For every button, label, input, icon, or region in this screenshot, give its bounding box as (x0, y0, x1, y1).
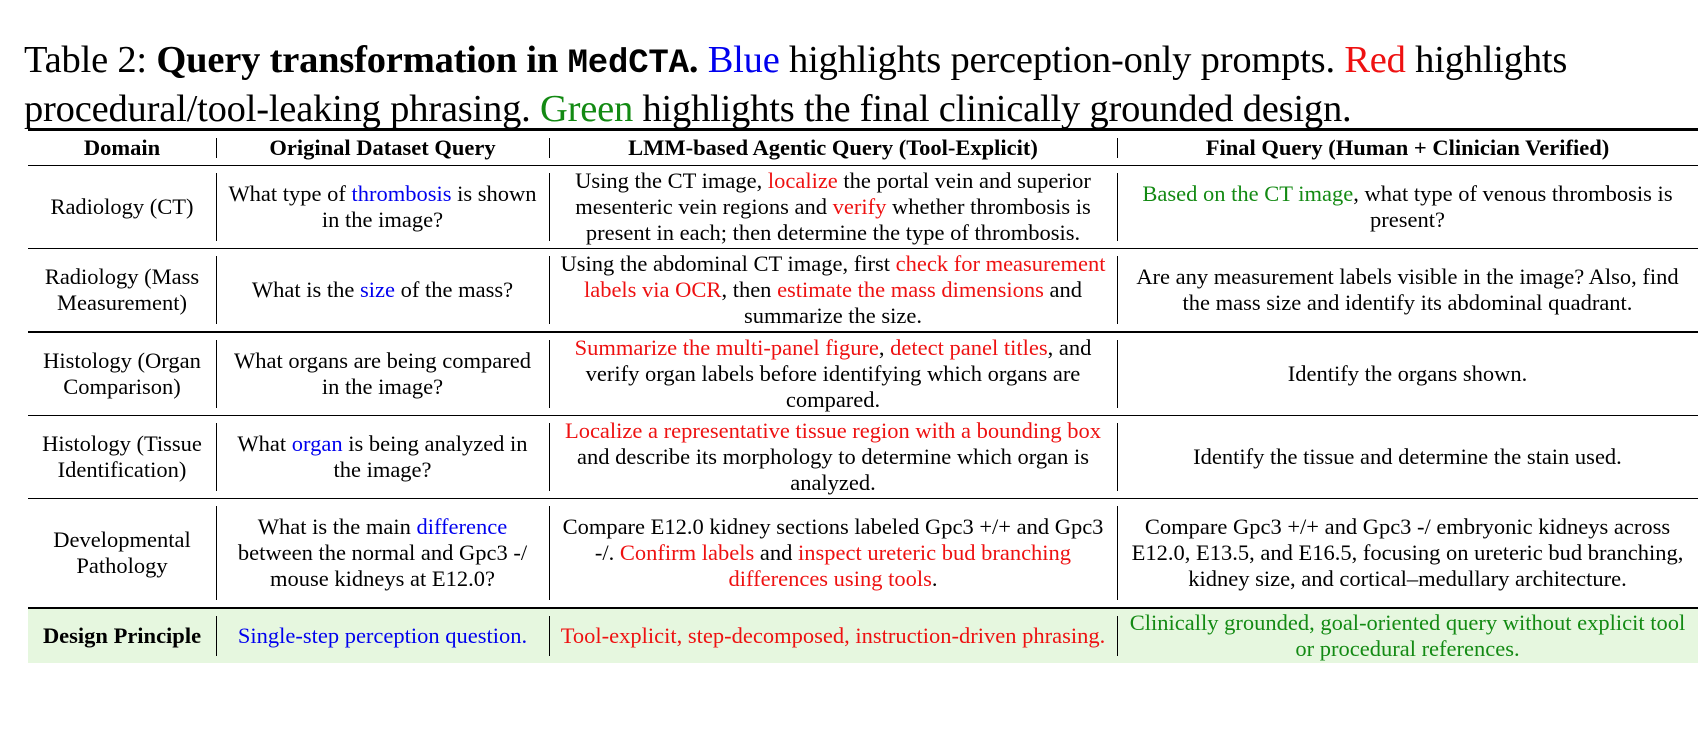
cell-text: What is the (251, 277, 361, 302)
agentic-query-cell (549, 249, 1117, 333)
highlight-red: check for measurement labels via OCR (583, 251, 1106, 302)
cell-text: Compare E12.0 kidney sections labeled Gpc3 +/+ and Gpc3 -/. (562, 514, 1104, 565)
column-divider (216, 173, 217, 241)
original-query-cell (216, 416, 549, 499)
table-row (28, 166, 1698, 249)
highlight-red: detect panel titles (890, 335, 1048, 360)
highlight-blue: difference (416, 514, 508, 539)
header-agentic-query-text: LMM-based Agentic Query (Tool-Explicit) (628, 135, 1038, 160)
cell-text: whether thrombosis is present in each; then determine the type of thrombosis. (585, 194, 1091, 245)
domain-cell (28, 249, 216, 333)
final-query-cell (1117, 499, 1698, 609)
cell-text: Identify the organs shown. (1287, 361, 1528, 386)
column-divider (1117, 340, 1118, 408)
header-final-query-text: Final Query (Human + Clinician Verified) (1205, 135, 1610, 160)
column-divider (549, 423, 550, 491)
final-query-cell (1117, 166, 1698, 249)
cell-text: of the mass? (395, 277, 514, 302)
highlight-blue: thrombosis (351, 181, 452, 206)
design-label-cell (28, 608, 216, 663)
highlight-red: localize (767, 168, 838, 193)
domain-text: Radiology (Mass Measurement) (44, 264, 200, 315)
column-divider (216, 256, 217, 324)
cell-text: and summarize the size. (743, 277, 1083, 328)
highlight-red: Summarize the multi-panel figure (574, 335, 879, 360)
table-row (28, 249, 1698, 333)
cell-text: between the normal and Gpc3 -/ mouse kidneys at E12.0? (237, 540, 528, 591)
domain-text: Histology (Tissue Identification) (42, 431, 202, 482)
header-original-query (216, 130, 549, 166)
design-original-cell (216, 608, 549, 663)
column-divider (549, 173, 550, 241)
cell-text: What organs are being compared in the image? (234, 348, 531, 399)
column-divider (549, 340, 550, 408)
highlight-green: Based on the CT image (1142, 181, 1354, 206)
cell-text: , (878, 335, 891, 360)
cell-text: , and verify organ labels before identifying which organs are compared. (585, 335, 1092, 412)
header-final-query (1117, 130, 1698, 166)
agentic-query-cell (549, 332, 1117, 416)
cell-text: and describe its morphology to determine which organ is analyzed. (577, 444, 1089, 495)
column-divider (1117, 256, 1118, 324)
column-divider (216, 423, 217, 491)
caption-title (156, 39, 698, 81)
final-query-cell (1117, 416, 1698, 499)
highlight-red: verify (832, 194, 887, 219)
domain-text: Developmental Pathology (53, 527, 191, 578)
column-divider (549, 506, 550, 600)
cell-text: Identify the tissue and determine the stain used. (1193, 444, 1622, 469)
table-row (28, 332, 1698, 416)
agentic-query-cell (549, 166, 1117, 249)
cell-text: Using the CT image, (575, 168, 768, 193)
final-query-cell (1117, 249, 1698, 333)
cell-text: Are any measurement labels visible in the image? Also, find the mass size and identify its abdominal quadrant. (1136, 264, 1679, 315)
design-original-text: Single-step perception question. (237, 623, 528, 648)
cell-text: . (931, 566, 938, 591)
caption-system-name: MedCTA (567, 45, 689, 83)
caption-blue-rest: highlights perception-only prompts. (779, 39, 1335, 81)
agentic-query-cell (549, 499, 1117, 609)
header-domain: Domain (83, 135, 161, 160)
cell-text: , what type of venous thrombosis is present? (1353, 181, 1673, 232)
cell-text: is shown in the image? (321, 181, 537, 232)
column-divider (216, 340, 217, 408)
cell-text: Compare Gpc3 +/+ and Gpc3 -/ embryonic kidneys across E12.0, E13.5, and E16.5, focusing on ureteric bud branching, kidney size, and cortical–medullary architecture. (1131, 514, 1684, 591)
caption-title-period: . (688, 39, 699, 81)
header-original-query-text: Original Dataset Query (269, 135, 496, 160)
design-agentic-text: Tool-explicit, step-decomposed, instruction-driven phrasing. (560, 623, 1106, 648)
cell-text: What (237, 431, 292, 456)
highlight-blue: organ (291, 431, 343, 456)
caption-green-rest: highlights the final clinically grounded design. (633, 88, 1352, 130)
highlight-red: inspect ureteric bud branching differences using tools (728, 540, 1072, 591)
agentic-query-cell (549, 416, 1117, 499)
domain-cell (28, 499, 216, 609)
original-query-cell (216, 249, 549, 333)
final-query-cell (1117, 332, 1698, 416)
cell-text: , then (721, 277, 778, 302)
header-agentic-query (549, 130, 1117, 166)
table-row (28, 499, 1698, 609)
table-header-row (28, 130, 1698, 166)
domain-text: Histology (Organ Comparison) (43, 348, 201, 399)
domain-cell (28, 332, 216, 416)
column-divider (216, 616, 217, 656)
caption-red-rest: highlights procedural/tool-leaking phrasing. (24, 39, 1568, 130)
design-final-cell (1117, 608, 1698, 663)
cell-text: is being analyzed in the image? (333, 431, 528, 482)
caption-title-text: Query transformation in (156, 39, 559, 81)
original-query-cell (216, 499, 549, 609)
caption-blue-word: Blue (707, 39, 780, 81)
table-caption (24, 38, 1694, 132)
column-divider (1117, 173, 1118, 241)
caption-red-word: Red (1344, 39, 1406, 81)
query-transformation-table (28, 128, 1698, 663)
domain-text: Radiology (CT) (50, 194, 194, 219)
cell-text: the portal vein and superior mesenteric vein regions and (575, 168, 1091, 219)
domain-cell (28, 416, 216, 499)
table-row (28, 416, 1698, 499)
highlight-red: estimate the mass dimensions (777, 277, 1044, 302)
column-divider (1117, 616, 1118, 656)
caption-label: Table 2: (24, 39, 147, 81)
column-divider (1117, 506, 1118, 600)
cell-text: What is the main (257, 514, 417, 539)
highlight-blue: size (360, 277, 395, 302)
cell-text: and (754, 540, 799, 565)
column-divider (549, 256, 550, 324)
column-divider (216, 506, 217, 600)
design-agentic-cell (549, 608, 1117, 663)
cell-text: What type of (228, 181, 352, 206)
column-divider (549, 616, 550, 656)
column-divider (1117, 423, 1118, 491)
design-principle-row (28, 608, 1698, 663)
highlight-red: Confirm labels (619, 540, 755, 565)
original-query-cell (216, 166, 549, 249)
design-label-text: Design Principle (42, 623, 202, 648)
original-query-cell (216, 332, 549, 416)
design-final-text: Clinically grounded, goal-oriented query without explicit tool or procedural references. (1129, 610, 1686, 661)
highlight-red: Localize a representative tissue region with a bounding box (564, 418, 1102, 443)
caption-green-word: Green (540, 88, 634, 130)
cell-text: Using the abdominal CT image, first (560, 251, 896, 276)
domain-cell (28, 166, 216, 249)
